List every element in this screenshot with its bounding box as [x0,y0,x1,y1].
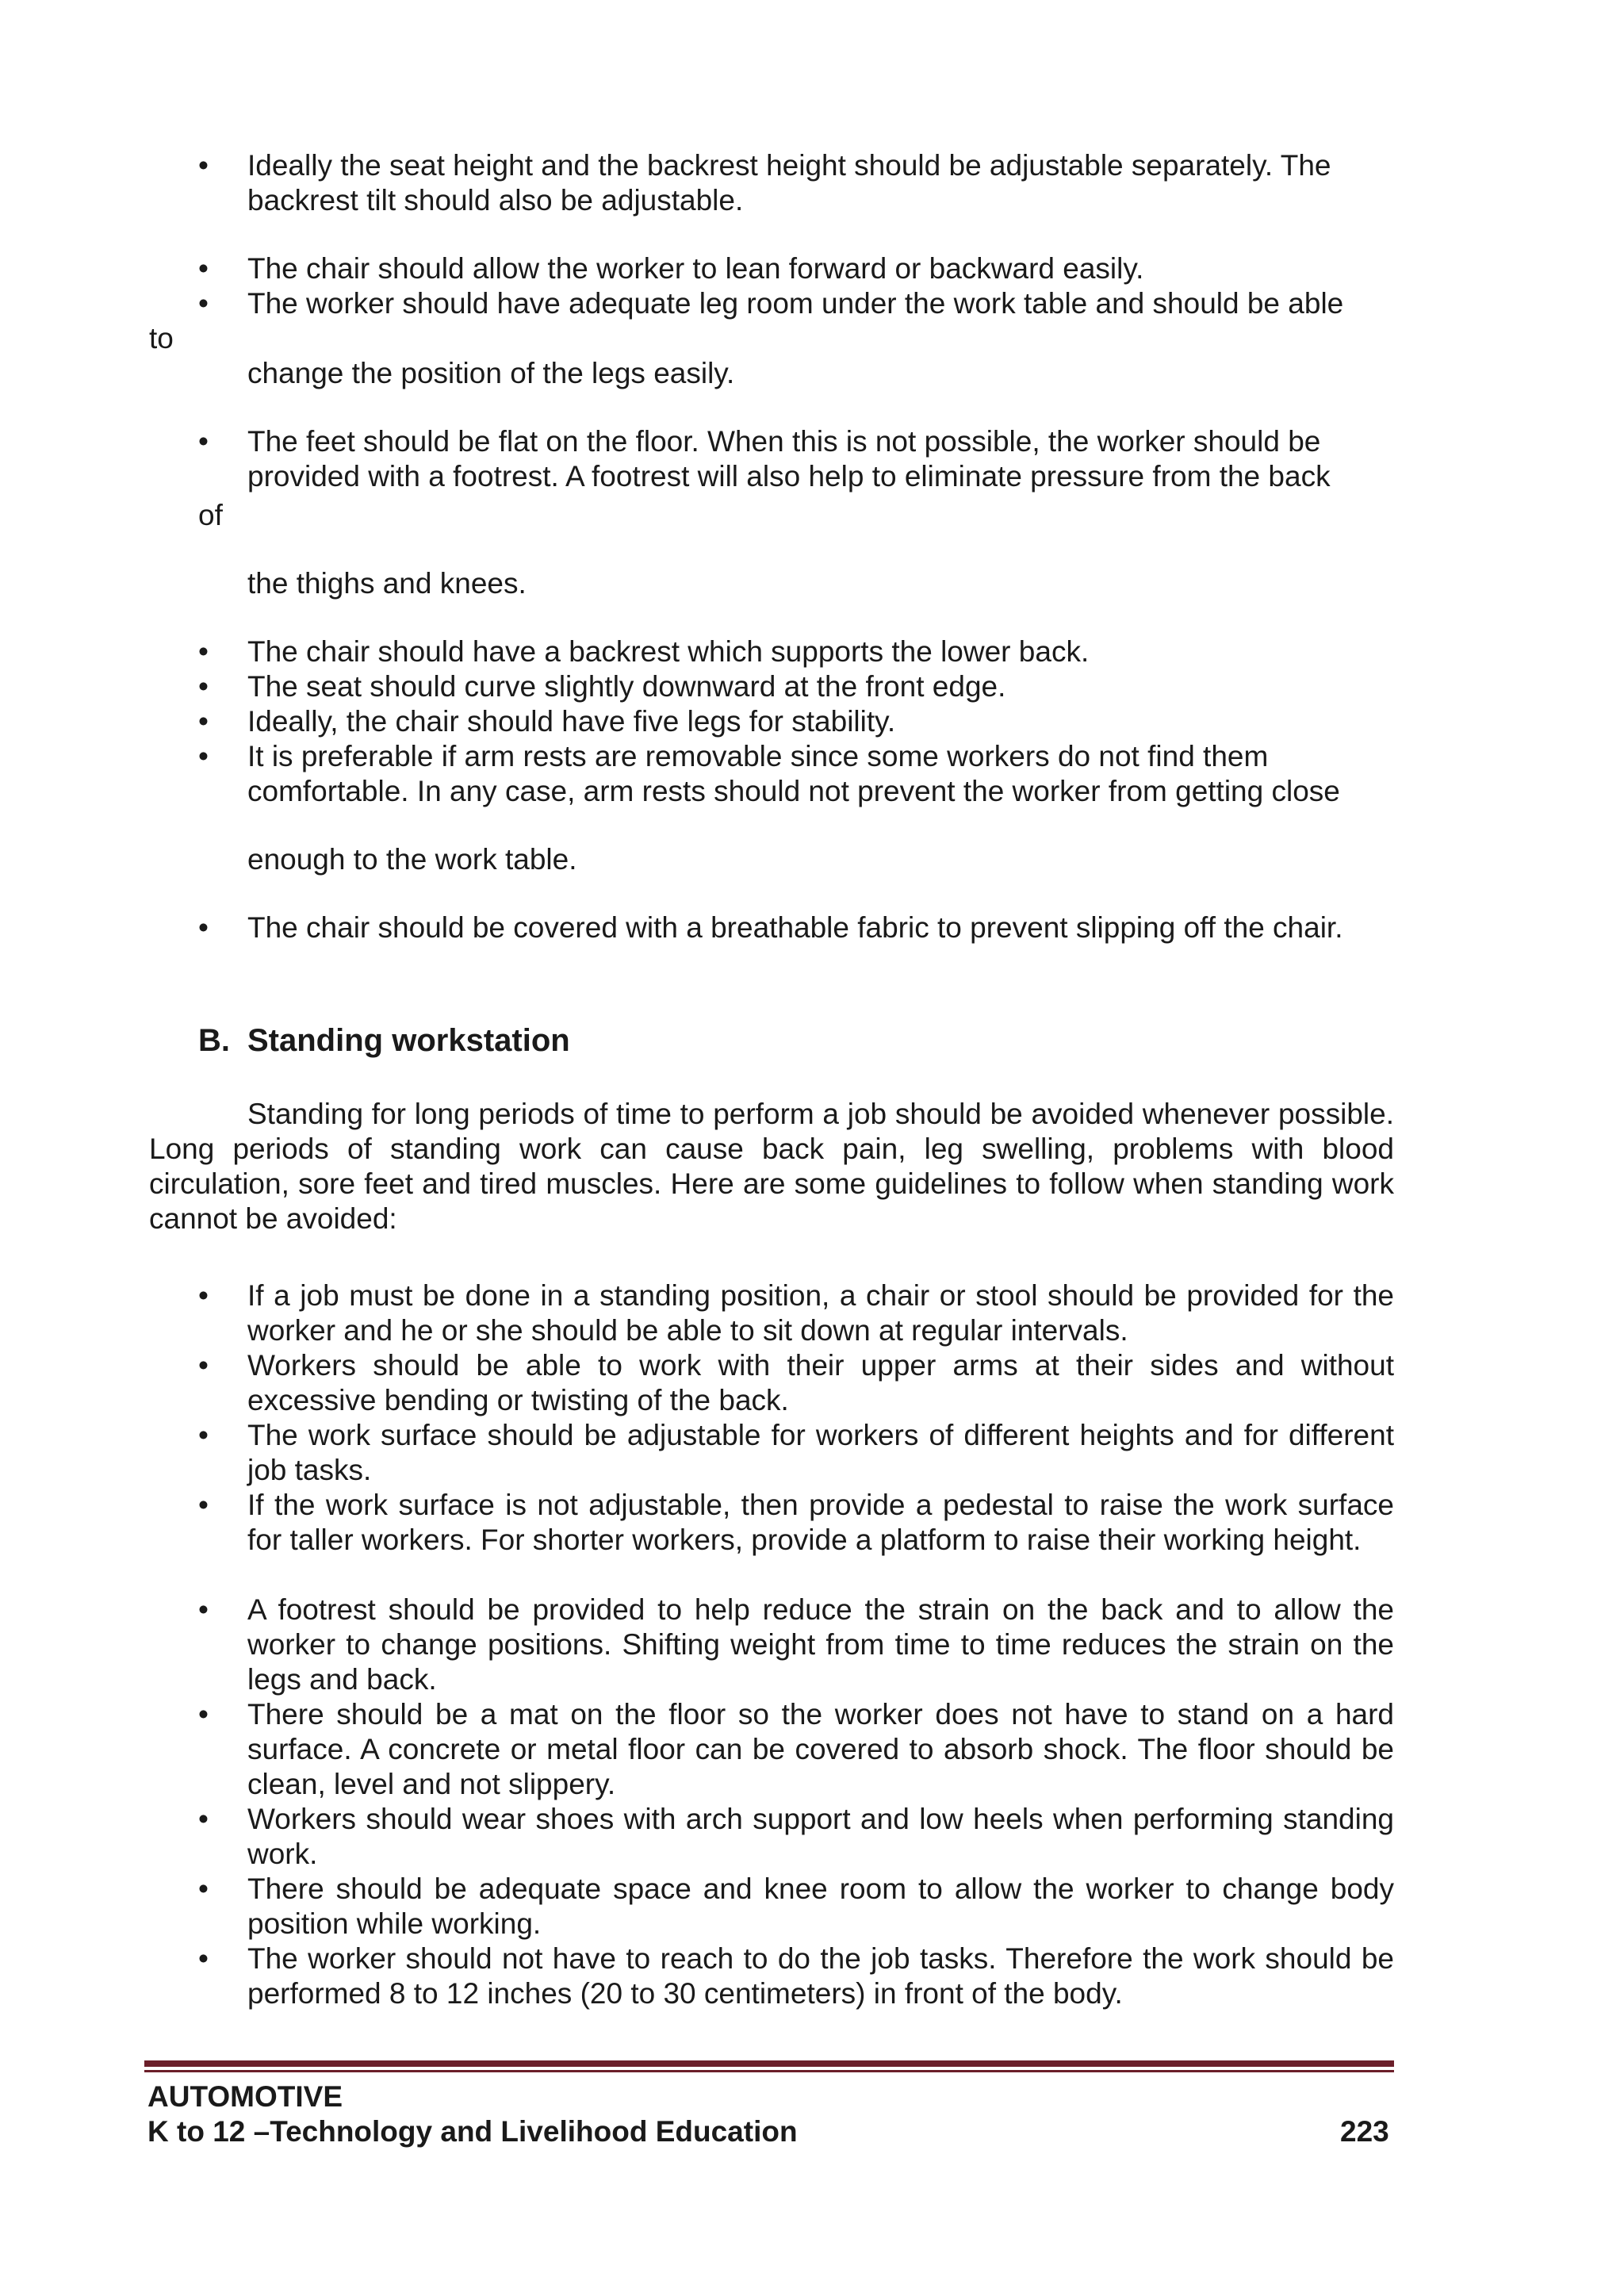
list-item: A footrest should be provided to help reduce the strain on the back and to allow the worker to change positions. Shifting weight from time to time reduces the strain on the legs and back. [247,1593,1394,1696]
list-item-line: Ideally, the chair should have five legs for stability. [247,705,896,738]
list-item: There should be adequate space and knee room to allow the worker to change body position while working. [247,1872,1394,1940]
list-item-line: provided with a footrest. A footrest will also help to eliminate pressure from the back [247,460,1331,493]
list-item-line: The worker should have adequate leg room under the work table and should be able [247,287,1344,320]
bullet-marker [198,1488,209,1523]
footer-course: K to 12 –Technology and Livelihood Education [147,2115,798,2148]
list-item-line: The seat should curve slightly downward at the front edge. [247,670,1006,703]
bullet-marker [198,1348,209,1383]
bullet-marker [198,251,209,286]
list-item-line: change the position of the legs easily. [247,357,735,389]
footer-rule-thin [144,2070,1394,2072]
footer-subject: AUTOMOTIVE [147,2080,343,2113]
section-marker: B. [198,1023,230,1058]
list-item-line: It is preferable if arm rests are removable since some workers do not find them [247,740,1269,772]
list-item: If a job must be done in a standing position, a chair or stool should be provided for the worker and he or she should be able to sit down at regular intervals. [247,1279,1394,1347]
list-item-line: The chair should allow the worker to lean forward or backward easily. [247,252,1144,285]
list-item: Workers should be able to work with their upper arms at their sides and without excessive bending or twisting of the back. [247,1349,1394,1416]
bullet-marker [198,1941,209,1976]
list-item-line: The chair should be covered with a breathable fabric to prevent slipping off the chair. [247,911,1343,944]
wrapped-word: of [198,499,223,531]
bullet-marker [198,1802,209,1837]
list-item: If the work surface is not adjustable, then provide a pedestal to raise the work surface for taller workers. For shorter workers, provide a platform to raise their working height. [247,1489,1394,1556]
bullet-marker [198,1697,209,1732]
list-item-line: backrest tilt should also be adjustable. [247,184,744,217]
intro-paragraph: Standing for long periods of time to perform a job should be avoided whenever possible. Long periods of standing work can cause back pain, leg swelling, problems with blood circulation, sore feet and tired muscles. Here are some guidelines to follow when standing work cannot be avoided: [149,1098,1394,1235]
bullet-marker [198,424,209,459]
list-item: Workers should wear shoes with arch support and low heels when performing standing work. [247,1803,1394,1870]
bullet-marker [198,634,209,669]
bullet-marker [198,148,209,183]
list-item-line: comfortable. In any case, arm rests should not prevent the worker from getting close [247,775,1340,807]
list-item-line: Ideally the seat height and the backrest height should be adjustable separately. The [247,149,1331,182]
page-number: 223 [1340,2115,1389,2148]
footer-rule [144,2060,1394,2067]
section-title: Standing workstation [247,1023,570,1058]
bullet-marker [198,739,209,774]
list-item-line: The feet should be flat on the floor. When this is not possible, the worker should be [247,425,1321,458]
list-item: The worker should not have to reach to do the job tasks. Therefore the work should be performed 8 to 12 inches (20 to 30 centimeters) in front of the body. [247,1942,1394,2010]
bullet-marker [198,1872,209,1907]
bullet-marker [198,1593,209,1627]
wrapped-word: to [149,322,174,355]
bullet-marker [198,1418,209,1453]
bullet-marker [198,286,209,321]
list-item: There should be a mat on the floor so the worker does not have to stand on a hard surface. A concrete or metal floor can be covered to absorb shock. The floor should be clean, level and not slippery. [247,1698,1394,1800]
bullet-marker [198,704,209,739]
bullet-marker [198,669,209,704]
list-item-line: enough to the work table. [247,843,577,876]
bullet-marker [198,910,209,945]
list-item: The work surface should be adjustable for workers of different heights and for different job tasks. [247,1419,1394,1486]
list-item-line: the thighs and knees. [247,567,527,600]
bullet-marker [198,1278,209,1313]
list-item-line: The chair should have a backrest which supports the lower back. [247,635,1090,668]
